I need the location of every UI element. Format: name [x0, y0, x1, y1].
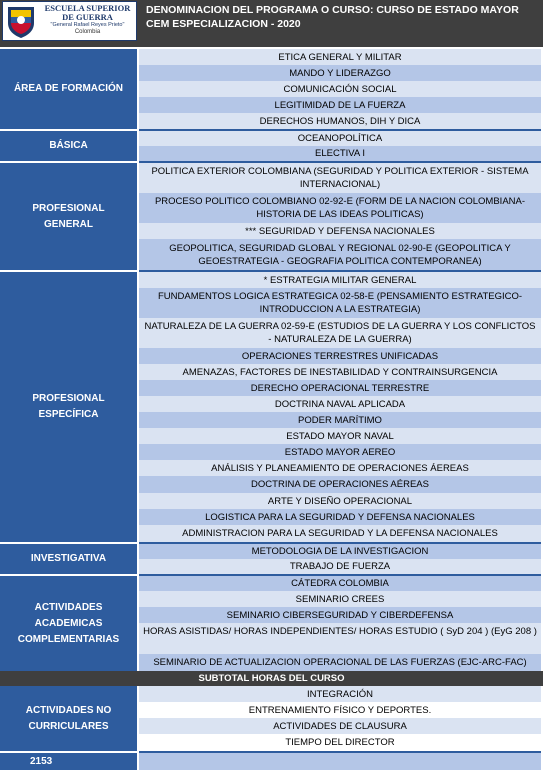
section-label-area-formacion: ÁREA DE FORMACIÓN	[0, 49, 137, 129]
list-item: CÁTEDRA COLOMBIA	[139, 576, 541, 591]
section-label-investigativa: INVESTIGATIVA	[0, 544, 137, 574]
total-row-filler	[139, 753, 541, 770]
list-item: ESTADO MAYOR AEREO	[139, 444, 541, 460]
list-item: GEOPOLITICA, SEGURIDAD GLOBAL Y REGIONAL 02-90-E (GEOPOLITICA Y GEOESTRATEGIA - GEOGRAFIA POLITICA CONTEMPORANEA)	[139, 239, 541, 270]
table-header	[0, 0, 543, 47]
logo-line-2: DE GUERRA	[62, 12, 113, 22]
logo-line-4: Colombia	[74, 29, 101, 35]
shield-icon	[6, 5, 36, 39]
list-item: ANÁLISIS Y PLANEAMIENTO DE OPERACIONES ÁEREAS	[139, 460, 541, 476]
list-item: DOCTRINA DE OPERACIONES AÉREAS	[139, 476, 541, 493]
section-label-no-curriculares: ACTIVIDADES NO CURRICULARES	[0, 686, 137, 751]
list-item: ADMINISTRACION PARA LA SEGURIDAD Y LA DEFENSA NACIONALES	[139, 525, 541, 542]
list-item: ARTE Y DISEÑO OPERACIONAL	[139, 493, 541, 509]
list-item: HORAS ASISTIDAS/ HORAS INDEPENDIENTES/ HORAS ESTUDIO ( SyD 204 ) (EyG 208 )	[139, 623, 541, 654]
list-item: COMUNICACIÓN SOCIAL	[139, 81, 541, 97]
list-item: ELECTIVA I	[139, 146, 541, 161]
list-item: DERECHOS HUMANOS, DIH Y DICA	[139, 113, 541, 129]
list-item: LEGITIMIDAD DE LA FUERZA	[139, 97, 541, 113]
list-item: ETICA GENERAL Y MILITAR	[139, 49, 541, 65]
list-item: TIEMPO DEL DIRECTOR	[139, 734, 541, 751]
program-title: DENOMINACION DEL PROGRAMA O CURSO: CURSO DE ESTADO MAYOR CEM ESPECIALIZACION - 2020	[146, 4, 519, 30]
logo-line-3: "General Rafael Reyes Prieto"	[50, 22, 125, 28]
list-item: LOGISTICA PARA LA SEGURIDAD Y DEFENSA NACIONALES	[139, 509, 541, 525]
section-label-basica: BÁSICA	[0, 131, 137, 161]
list-item: DOCTRINA NAVAL APLICADA	[139, 396, 541, 412]
logo-line-1: ESCUELA SUPERIOR	[44, 3, 131, 13]
list-item: AMENAZAS, FACTORES DE INESTABILIDAD Y CONTRAINSURGENCIA	[139, 364, 541, 380]
list-item: MANDO Y LIDERAZGO	[139, 65, 541, 81]
list-item: *** SEGURIDAD Y DEFENSA NACIONALES	[139, 223, 541, 239]
list-item: SEMINARIO CIBERSEGURIDAD Y CIBERDEFENSA	[139, 607, 541, 623]
list-item: SEMINARIO DE ACTUALIZACION OPERACIONAL DE LAS FUERZAS (EJC-ARC-FAC)	[139, 654, 541, 671]
list-item: SEMINARIO CREES	[139, 591, 541, 607]
section-label-profesional-especifica: PROFESIONAL ESPECÍFICA	[0, 272, 137, 542]
list-item: TRABAJO DE FUERZA	[139, 559, 541, 574]
list-item: ENTRENAMIENTO FÍSICO Y DEPORTES.	[139, 702, 541, 718]
list-item: DERECHO OPERACIONAL TERRESTRE	[139, 380, 541, 396]
list-item: * ESTRATEGIA MILITAR GENERAL	[139, 272, 541, 288]
list-item: PODER MARÍTIMO	[139, 412, 541, 428]
list-item: INTEGRACIÓN	[139, 686, 541, 702]
school-logo	[2, 1, 137, 41]
list-item: PROCESO POLITICO COLOMBIANO 02-92-E (FORM DE LA NACION COLOMBIANA-HISTORIA DE LAS IDEAS POLITICAS)	[139, 193, 541, 223]
list-item: METODOLOGIA DE LA INVESTIGACION	[139, 544, 541, 559]
list-item: ACTIVIDADES DE CLAUSURA	[139, 718, 541, 734]
list-item: NATURALEZA DE LA GUERRA 02-59-E (ESTUDIOS DE LA GUERRA Y LOS CONFLICTOS - NATURALEZA DE LA GUERRA)	[139, 318, 541, 348]
list-item: OPERACIONES TERRESTRES UNIFICADAS	[139, 348, 541, 364]
list-item: POLITICA EXTERIOR COLOMBIANA (SEGURIDAD Y POLITICA EXTERIOR - SISTEMA INTERNACIONAL)	[139, 163, 541, 193]
subtotal-row: SUBTOTAL HORAS DEL CURSO	[0, 671, 543, 686]
list-item: ESTADO MAYOR NAVAL	[139, 428, 541, 444]
list-item: FUNDAMENTOS LOGICA ESTRATEGICA 02-58-E (PENSAMIENTO ESTRATEGICO-INTRODUCCION A LA ESTRATEGIA)	[139, 288, 541, 318]
total-hours: 2153	[0, 753, 137, 770]
list-item: OCEANOPOLÍTICA	[139, 131, 541, 146]
section-label-profesional-general: PROFESIONAL GENERAL	[0, 163, 137, 270]
section-label-actividades-complementarias: ACTIVIDADES ACADEMICAS COMPLEMENTARIAS	[0, 576, 137, 671]
